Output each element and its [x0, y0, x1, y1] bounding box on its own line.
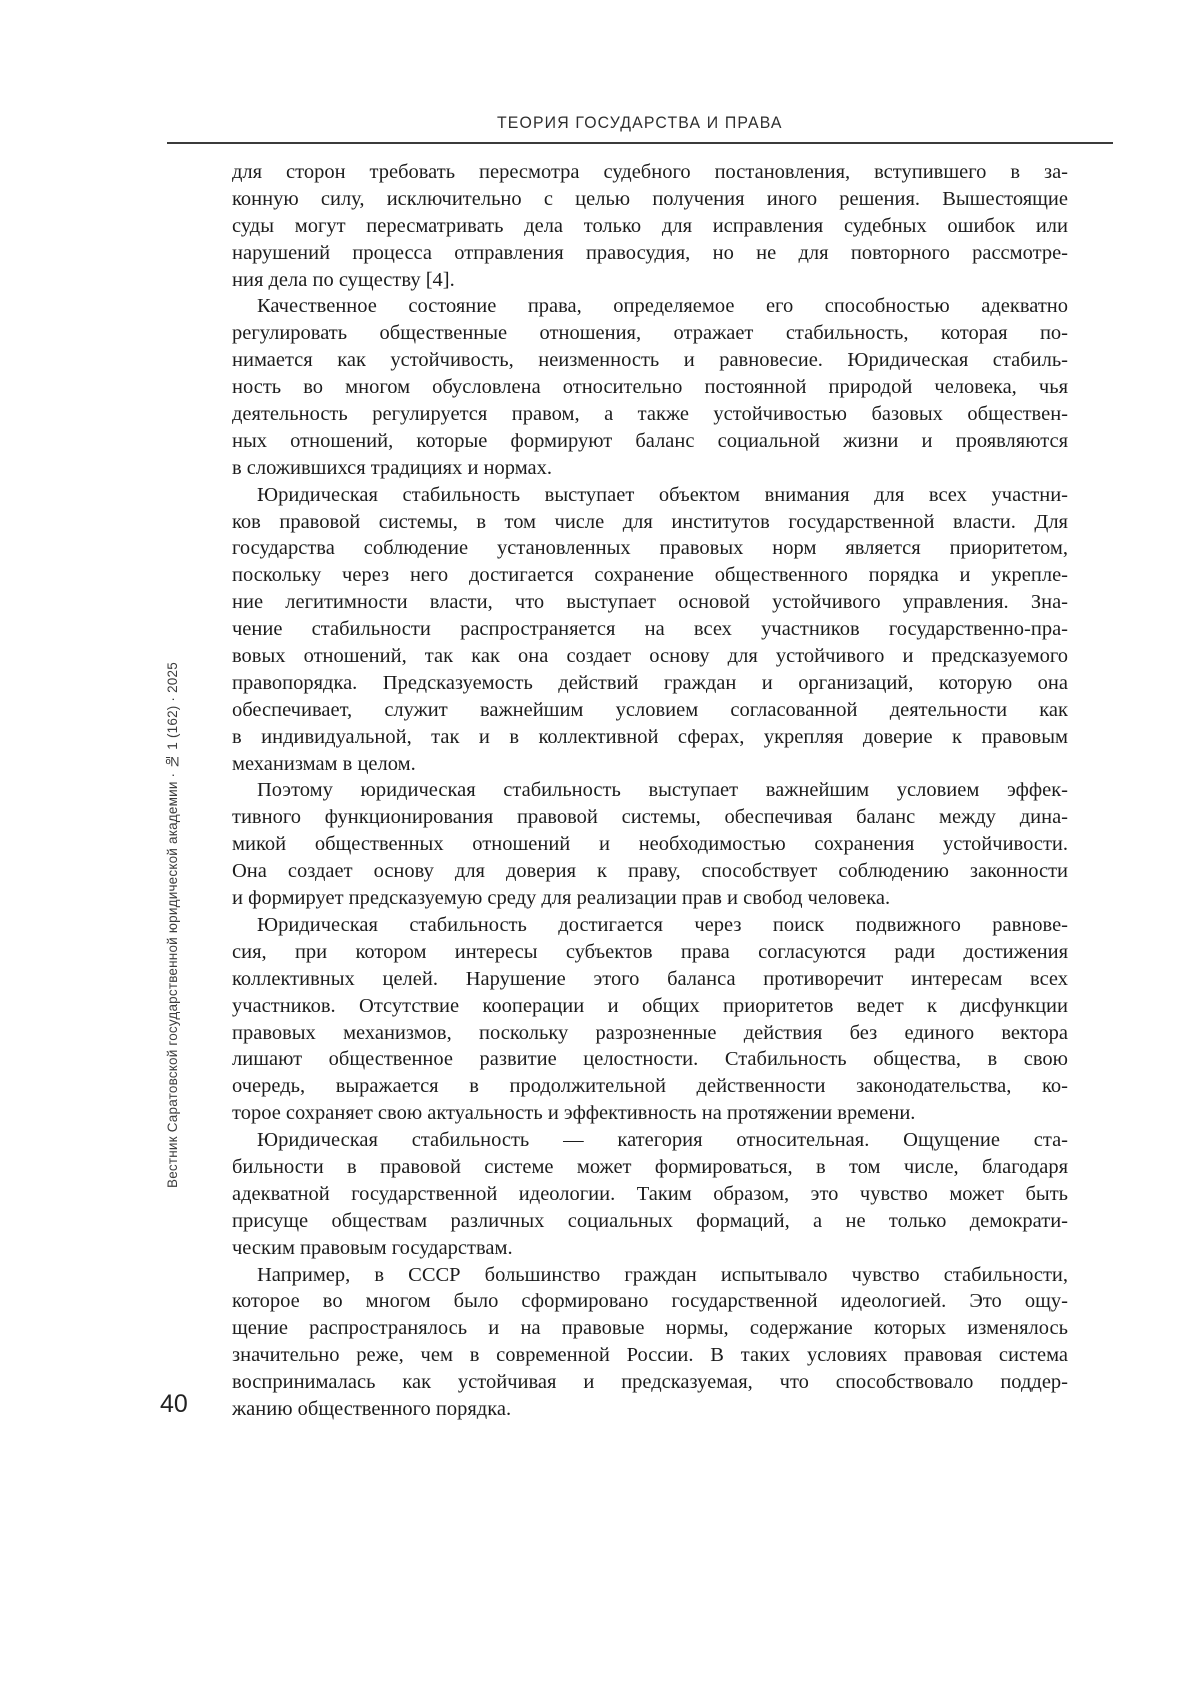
- paragraph: [232, 1262, 1068, 1423]
- page-number: 40: [160, 1390, 188, 1418]
- body-line: адекватной государственной идеологии. Таким образом, это чувство может быть: [232, 1182, 1068, 1205]
- body-line: лишают общественное развитие целостности. Стабильность общества, в свою: [232, 1048, 1068, 1071]
- body-line: участников. Отсутствие кооперации и общих приоритетов ведет к дисфункции: [232, 994, 1068, 1017]
- body-line: нарушений процесса отправления правосудия, но не для повторного рассмотре-: [232, 241, 1068, 264]
- body-line: Поэтому юридическая стабильность выступает важнейшим условием эффек-: [257, 779, 1068, 802]
- body-line: механизмам в целом.: [232, 752, 416, 775]
- body-line: щение распространялось и на правовые нормы, содержание которых изменялось: [232, 1317, 1068, 1340]
- body-line: ков правовой системы, в том числе для институтов государственной власти. Для: [232, 510, 1068, 533]
- body-line: очередь, выражается в продолжительной действенности законодательства, ко-: [232, 1075, 1068, 1098]
- body-line: воспринималась как устойчивая и предсказуемая, что способствовало поддер-: [232, 1371, 1068, 1394]
- body-line: ность во многом обусловлена относительно постоянной природой человека, чья: [232, 376, 1068, 399]
- body-line: Например, в СССР большинство граждан испытывало чувство стабильности,: [257, 1263, 1068, 1286]
- body-line: регулировать общественные отношения, отражает стабильность, которая по-: [232, 322, 1068, 345]
- body-line: которое во многом было сформировано государственной идеологией. Это ощу-: [232, 1290, 1068, 1313]
- body-line: суды могут пересматривать дела только для исправления судебных ошибок или: [232, 214, 1068, 237]
- section-title: ТЕОРИЯ ГОСУДАРСТВА И ПРАВА: [497, 114, 783, 132]
- journal-imprint-vertical: Вестник Саратовской государственной юридической академии · № 1 (162) · 2025: [165, 662, 180, 1188]
- body-line: значительно реже, чем в современной России. В таких условиях правовая система: [232, 1344, 1068, 1367]
- body-line: Юридическая стабильность выступает объектом внимания для всех участни-: [257, 483, 1068, 506]
- body-line: торое сохраняет свою актуальность и эффективность на протяжении времени.: [232, 1102, 916, 1125]
- body-line: и формирует предсказуемую среду для реализации прав и свобод человека.: [232, 887, 891, 910]
- body-line: конную силу, исключительно с целью получения иного решения. Вышестоящие: [232, 187, 1068, 210]
- body-line: для сторон требовать пересмотра судебного постановления, вступившего в за-: [232, 161, 1068, 183]
- body-line: Юридическая стабильность достигается через поиск подвижного равнове-: [257, 913, 1068, 936]
- body-line: микой общественных отношений и необходимостью сохранения устойчивости.: [232, 833, 1068, 856]
- body-line: деятельность регулируется правом, а также устойчивостью базовых обществен-: [232, 403, 1068, 426]
- paragraph: [232, 293, 1068, 481]
- paragraph: [232, 1127, 1068, 1261]
- body-line: Качественное состояние права, определяемое его способностью адекватно: [257, 295, 1068, 318]
- body-line: коллективных целей. Нарушение этого баланса противоречит интересам всех: [232, 967, 1068, 990]
- body-line: обеспечивает, служит важнейшим условием согласованной деятельности как: [232, 698, 1068, 721]
- body-line: ния дела по существу [4].: [232, 268, 455, 291]
- body-line: ческим правовым государствам.: [232, 1236, 513, 1259]
- body-line: поскольку через него достигается сохранение общественного порядка и укрепле-: [232, 564, 1068, 587]
- body-line: правовых механизмов, поскольку разрозненные действия без единого вектора: [232, 1021, 1068, 1044]
- body-line: в индивидуальной, так и в коллективной сферах, укрепляя доверие к правовым: [232, 725, 1068, 748]
- body-line: вовых отношений, так как она создает основу для устойчивого и предсказуемого: [232, 645, 1068, 668]
- body-line: Она создает основу для доверия к праву, способствует соблюдению законности: [232, 860, 1068, 883]
- article-body: [232, 159, 1068, 1423]
- body-line: бильности в правовой системе может формироваться, в том числе, благодаря: [232, 1155, 1068, 1178]
- body-line: тивного функционирования правовой системы, обеспечивая баланс между дина-: [232, 806, 1068, 829]
- paragraph: [232, 777, 1068, 911]
- body-line: чение стабильности распространяется на всех участников государственно-пра-: [232, 618, 1068, 641]
- header-rule: [167, 142, 1113, 144]
- body-line: ных отношений, которые формируют баланс социальной жизни и проявляются: [232, 429, 1068, 452]
- body-line: нимается как устойчивость, неизменность и равновесие. Юридическая стабиль-: [232, 349, 1068, 372]
- body-line: ние легитимности власти, что выступает основой устойчивого управления. Зна-: [232, 591, 1068, 614]
- body-line: сия, при котором интересы субъектов права согласуются ради достижения: [232, 940, 1068, 963]
- body-line: жанию общественного порядка.: [232, 1397, 512, 1420]
- paragraph: [232, 912, 1068, 1127]
- paragraph: [232, 159, 1068, 293]
- body-line: Юридическая стабильность — категория относительная. Ощущение ста-: [257, 1129, 1068, 1152]
- body-line: в сложившихся традициях и нормах.: [232, 456, 553, 479]
- body-line: правопорядка. Предсказуемость действий граждан и организаций, которую она: [232, 671, 1068, 694]
- paragraph: [232, 482, 1068, 778]
- running-head-container: [167, 0, 1113, 133]
- body-line: государства соблюдение установленных правовых норм является приоритетом,: [232, 537, 1068, 560]
- body-line: присуще обществам различных социальных формаций, а не только демократи-: [232, 1209, 1068, 1232]
